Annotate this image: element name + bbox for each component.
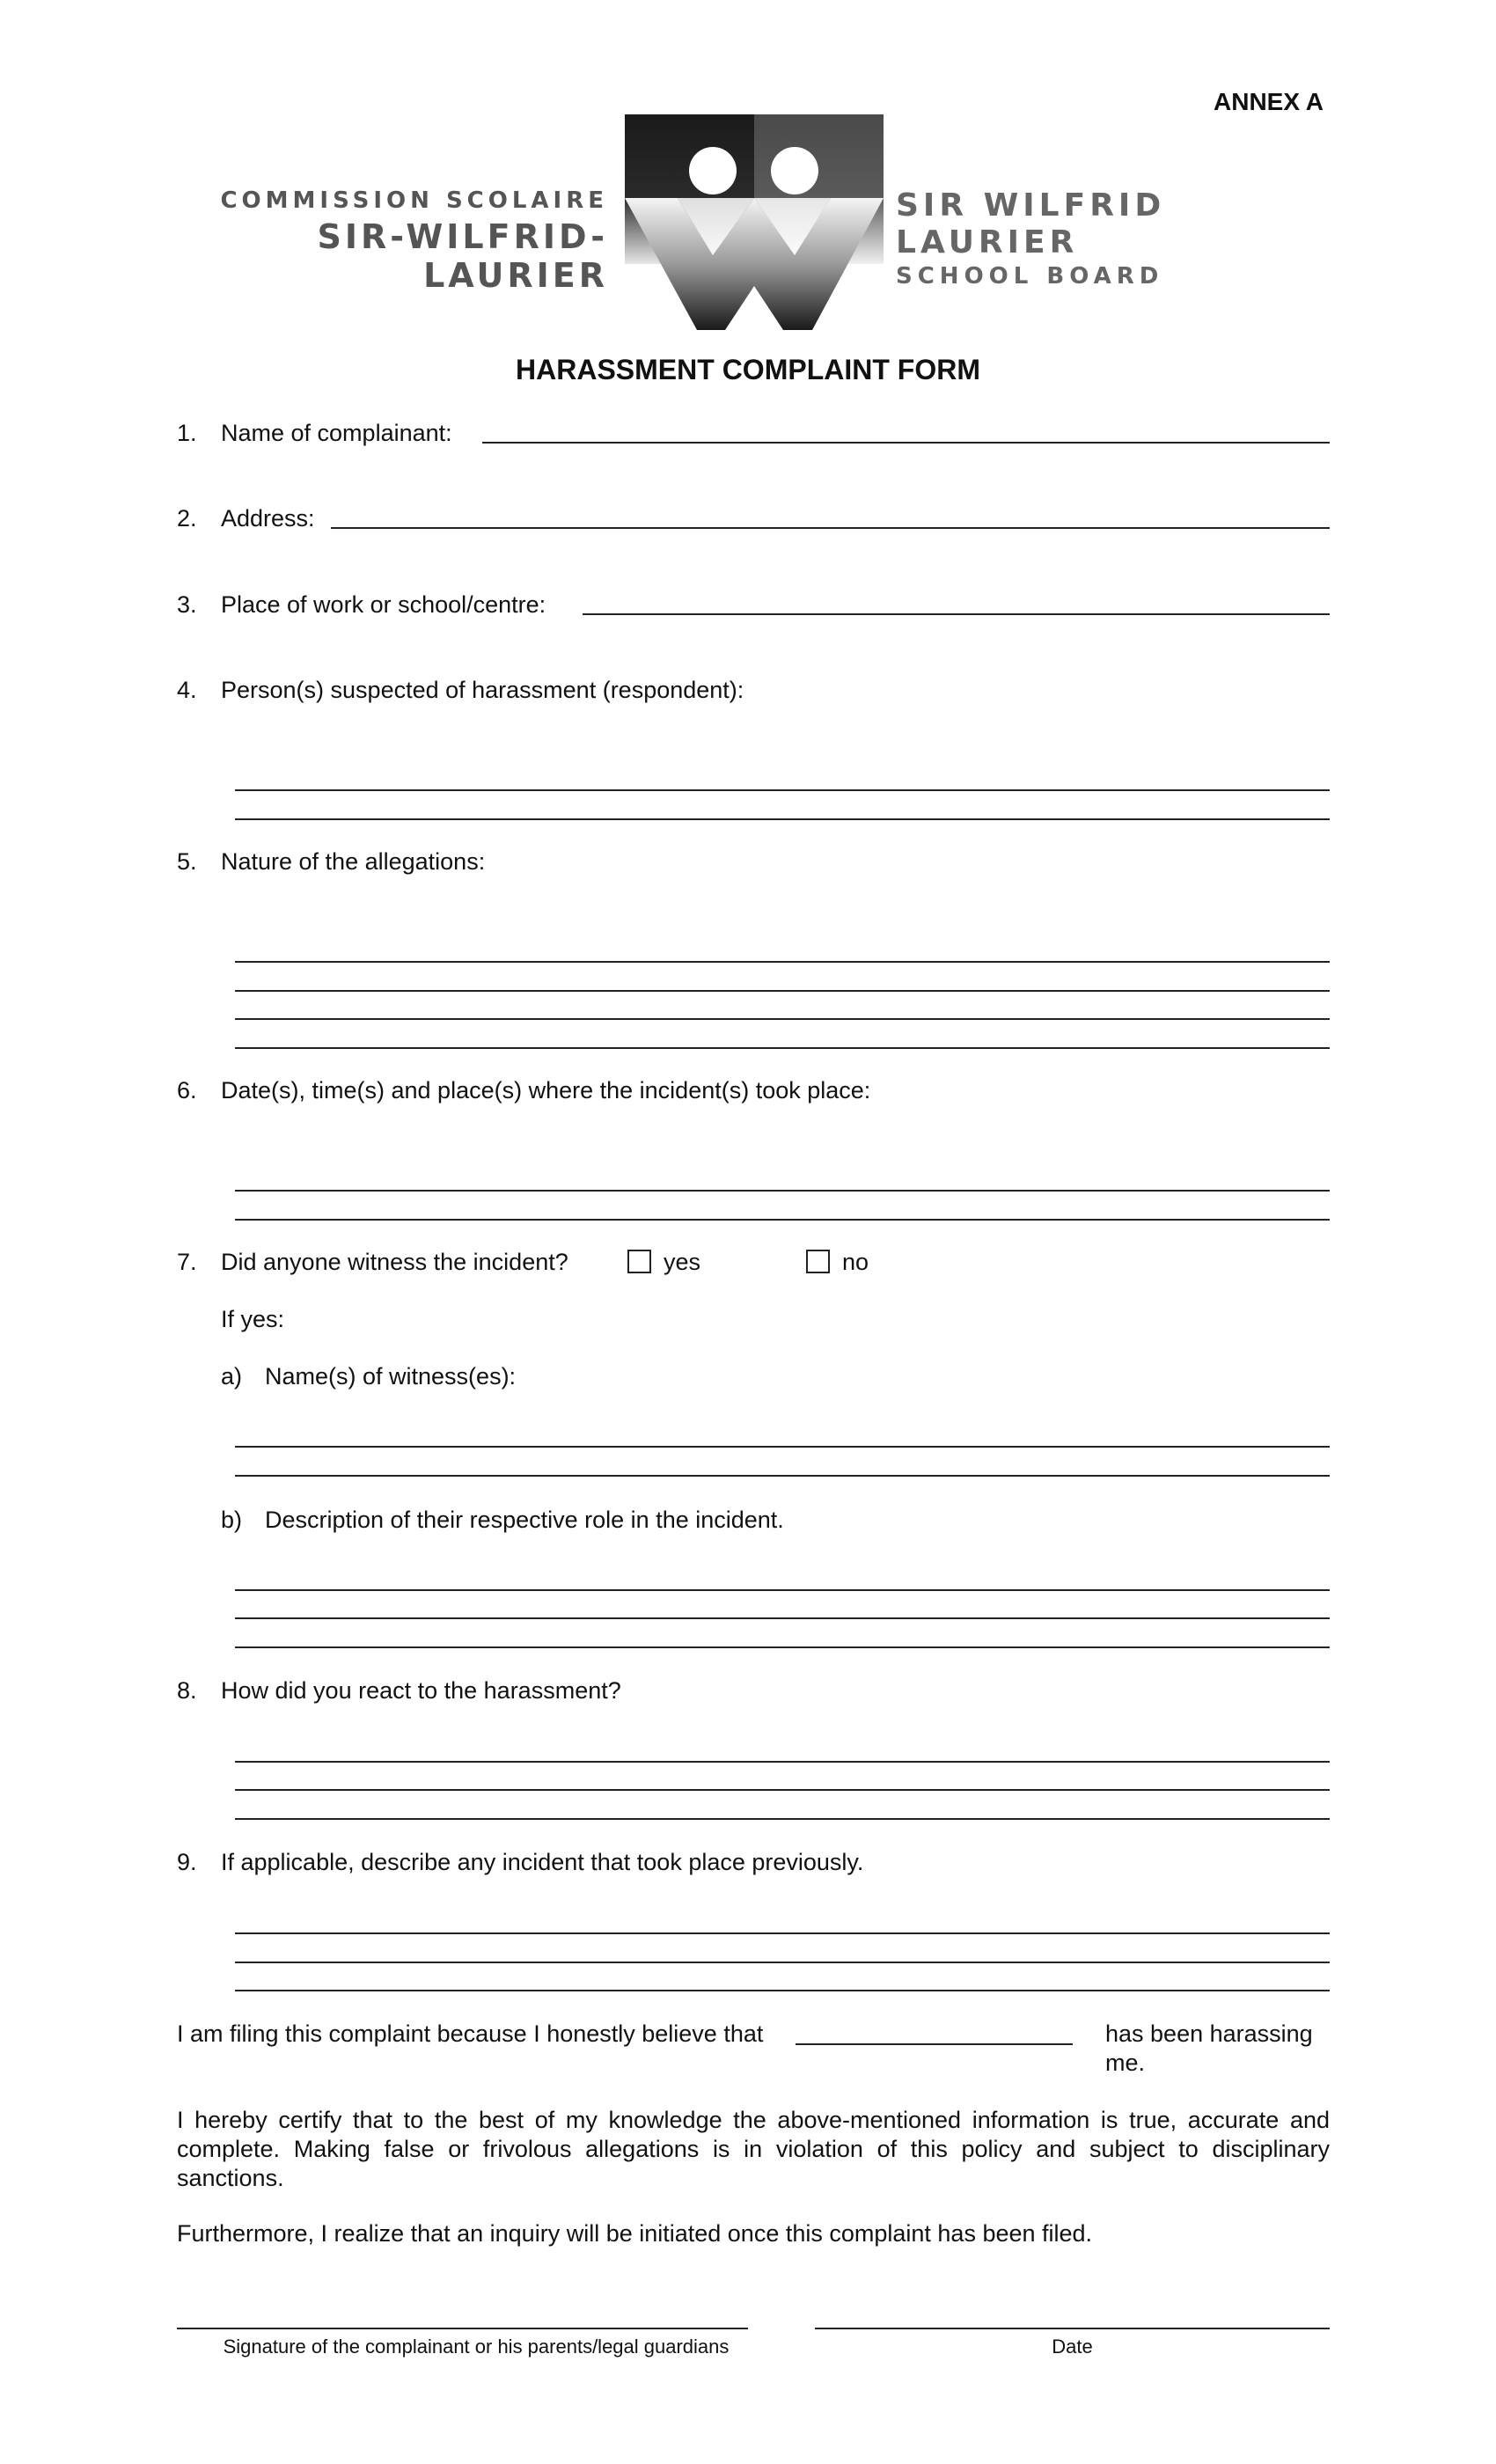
previous-incident-field-line[interactable] <box>235 1990 1330 1991</box>
question-8-number: 8. <box>177 1677 197 1704</box>
question-9-label: If applicable, describe any incident that took place previously. <box>221 1849 864 1875</box>
allegations-field-line[interactable] <box>235 961 1330 963</box>
school-board-logo-icon <box>625 114 884 330</box>
logo-french-line2: SIR-WILFRID-LAURIER <box>317 217 608 295</box>
logo-text-french <box>177 187 608 295</box>
date-field[interactable] <box>815 2328 1330 2329</box>
question-7b <box>221 1505 784 1535</box>
question-7a-number: a) <box>221 1363 243 1390</box>
place-of-work-field[interactable] <box>583 613 1330 615</box>
question-3-number: 3. <box>177 591 197 618</box>
question-9 <box>177 1847 863 1877</box>
question-2-label: Address: <box>221 505 315 532</box>
respondent-field-line[interactable] <box>235 818 1330 820</box>
filing-statement <box>177 2020 1330 2078</box>
if-yes-label: If yes: <box>221 1306 285 1332</box>
previous-incident-field-line[interactable] <box>235 1932 1330 1934</box>
witness-role-field-line[interactable] <box>235 1646 1330 1648</box>
question-3-label: Place of work or school/centre: <box>221 591 546 618</box>
logo-english-line1: SIR WILFRID LAURIER <box>896 187 1166 260</box>
address-field[interactable] <box>331 527 1330 529</box>
witness-yes-label: yes <box>664 1249 701 1275</box>
question-4-number: 4. <box>177 677 197 703</box>
question-5-label: Nature of the allegations: <box>221 848 486 875</box>
question-1 <box>177 418 452 448</box>
question-7a-label: Name(s) of witness(es): <box>265 1363 517 1390</box>
question-4-label: Person(s) suspected of harassment (respondent): <box>221 677 744 703</box>
harasser-name-field[interactable] <box>796 2043 1073 2045</box>
question-2-number: 2. <box>177 505 197 532</box>
inquiry-statement: Furthermore, I realize that an inquiry will be initiated once this complaint has been filed. <box>177 2220 1093 2247</box>
logo-text-english <box>896 187 1336 290</box>
complainant-name-field[interactable] <box>482 442 1330 444</box>
question-8-label: How did you react to the harassment? <box>221 1677 621 1704</box>
question-1-label: Name of complainant: <box>221 420 452 446</box>
question-9-number: 9. <box>177 1849 197 1875</box>
allegations-field-line[interactable] <box>235 990 1330 992</box>
incident-details-field-line[interactable] <box>235 1190 1330 1192</box>
annex-label: ANNEX A <box>1214 88 1324 115</box>
question-7b-label: Description of their respective role in the incident. <box>265 1507 784 1533</box>
question-7-number: 7. <box>177 1249 197 1275</box>
date-caption: Date <box>1052 2336 1093 2358</box>
signature-field[interactable] <box>177 2328 748 2329</box>
question-5-number: 5. <box>177 848 197 875</box>
logo-french-line1: COMMISSION SCOLAIRE <box>220 187 608 214</box>
question-7-label: Did anyone witness the incident? <box>221 1249 568 1275</box>
allegations-field-line[interactable] <box>235 1018 1330 1020</box>
reaction-field-line[interactable] <box>235 1761 1330 1763</box>
signature-caption: Signature of the complainant or his parents/legal guardians <box>223 2336 730 2358</box>
previous-incident-field-line[interactable] <box>235 1962 1330 1963</box>
witness-yes-checkbox[interactable] <box>627 1250 651 1273</box>
logo-english-line2: SCHOOL BOARD <box>896 263 1164 290</box>
question-6-number: 6. <box>177 1077 197 1104</box>
witness-no-option[interactable] <box>806 1247 869 1277</box>
form-title: HARASSMENT COMPLAINT FORM <box>516 354 980 385</box>
witness-role-field-line[interactable] <box>235 1589 1330 1591</box>
question-7 <box>177 1247 568 1277</box>
question-7a <box>221 1361 516 1391</box>
reaction-field-line[interactable] <box>235 1789 1330 1791</box>
respondent-field-line[interactable] <box>235 789 1330 791</box>
question-2 <box>177 503 315 533</box>
witness-yes-option[interactable] <box>627 1247 700 1277</box>
question-1-number: 1. <box>177 420 197 446</box>
certification-statement: I hereby certify that to the best of my knowledge the above-mentioned information is true, accurate and complete. Making false or frivolous allegations is in violation of this policy and subject to disciplinary sanctions. <box>177 2107 1330 2191</box>
question-7b-number: b) <box>221 1507 243 1533</box>
question-6 <box>177 1075 870 1105</box>
witness-names-field-line[interactable] <box>235 1446 1330 1448</box>
filing-statement-end: has been harassing me. <box>1105 2020 1313 2076</box>
question-8 <box>177 1676 621 1705</box>
reaction-field-line[interactable] <box>235 1818 1330 1820</box>
question-3 <box>177 590 546 620</box>
question-6-label: Date(s), time(s) and place(s) where the incident(s) took place: <box>221 1077 871 1104</box>
filing-statement-start: I am filing this complaint because I honestly believe that <box>177 2020 764 2047</box>
witness-role-field-line[interactable] <box>235 1617 1330 1619</box>
allegations-field-line[interactable] <box>235 1047 1330 1049</box>
question-5 <box>177 847 485 876</box>
witness-no-checkbox[interactable] <box>806 1250 830 1273</box>
incident-details-field-line[interactable] <box>235 1219 1330 1221</box>
question-4 <box>177 675 744 705</box>
witness-no-label: no <box>842 1249 869 1275</box>
witness-names-field-line[interactable] <box>235 1475 1330 1477</box>
